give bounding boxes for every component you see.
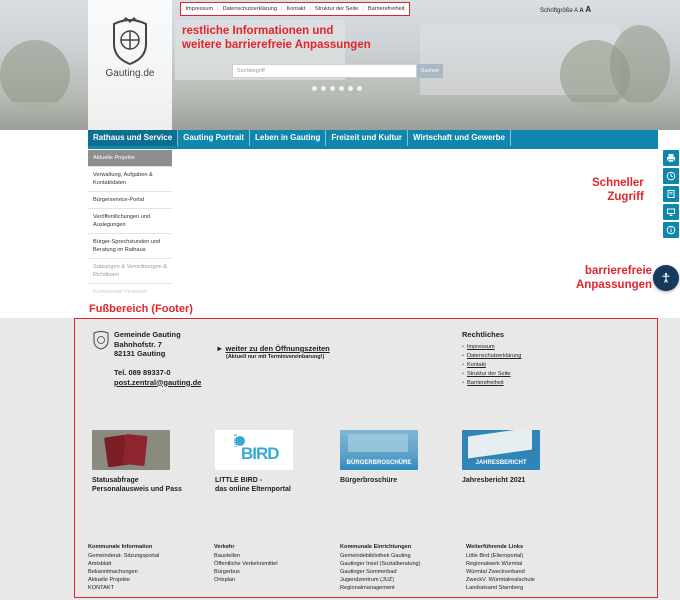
annotation-quick-access: Schneller Zugriff bbox=[592, 177, 644, 203]
accessibility-button[interactable] bbox=[653, 265, 679, 291]
footer-link[interactable]: KONTAKT bbox=[88, 585, 115, 591]
nav-item-portrait[interactable]: Gauting Portrait bbox=[178, 130, 250, 146]
slider-dots[interactable] bbox=[312, 86, 362, 91]
top-link-struktur[interactable]: Struktur der Seite bbox=[314, 6, 359, 12]
footer-link[interactable]: Amtsblatt bbox=[88, 561, 112, 567]
accessibility-icon bbox=[660, 272, 672, 284]
subnav-item-verwaltung[interactable]: Verwaltung, Aufgaben & Kontaktdaten bbox=[88, 167, 172, 192]
font-size-label: Schriftgröße bbox=[540, 8, 573, 14]
sub-nav bbox=[88, 150, 172, 300]
report-image: JAHRESBERICHT bbox=[462, 430, 540, 470]
top-link-kontakt[interactable]: Kontakt bbox=[286, 6, 306, 12]
main-nav bbox=[0, 130, 680, 146]
top-link-impressum[interactable]: Impressum bbox=[185, 6, 214, 12]
footer-link[interactable]: Bekanntmachungen bbox=[88, 569, 138, 575]
annotation-accessibility: barrierefreie Anpassungen bbox=[576, 265, 653, 291]
footer-link[interactable]: Würmtal Zweckverband bbox=[466, 569, 525, 575]
legal-link-struktur[interactable]: • Struktur der Seite bbox=[462, 370, 521, 379]
footer-link[interactable]: Gautinger Sommerbad bbox=[340, 569, 397, 575]
footer-link[interactable]: Ortsplan bbox=[214, 577, 236, 583]
nav-item-freizeit[interactable]: Freizeit und Kultur bbox=[326, 130, 408, 146]
footer-address: Gemeinde Gauting Bahnhofstr. 7 82131 Gauting bbox=[114, 330, 181, 358]
top-links-bar: Impressum | Datenschutzerklärung | Kontakt | Struktur der Seite | Barrierefreiheit bbox=[180, 2, 410, 16]
footer-link[interactable]: Baustellen bbox=[214, 553, 241, 559]
top-link-datenschutz[interactable]: Datenschutzerklärung bbox=[222, 6, 277, 12]
footer-crest-icon bbox=[92, 330, 110, 350]
brochure-image: BÜRGERBROSCHÜRE bbox=[340, 430, 418, 470]
footer-phone[interactable]: Tel. 089 89337-0 bbox=[114, 368, 171, 377]
footer-link[interactable]: Gautinger Insel (Sozialberatung) bbox=[340, 561, 421, 567]
footer-link[interactable]: Gemeindebibliothek Gauting bbox=[340, 553, 411, 559]
footer-contact bbox=[114, 368, 201, 387]
font-size-large[interactable]: A bbox=[585, 5, 592, 14]
footer-opening-hours bbox=[216, 344, 330, 362]
top-link-barrierefreiheit[interactable]: Barrierefreiheit bbox=[367, 6, 405, 12]
subnav-item-projekte[interactable]: Aktuelle Projekte bbox=[88, 150, 172, 167]
footer-link[interactable]: Landratsamt Starnberg bbox=[466, 585, 524, 591]
teaser-jahresbericht[interactable]: JAHRESBERICHT Jahresbericht 2021 bbox=[462, 430, 572, 485]
subnav-item-veroeffentlichungen[interactable]: Veröffentlichungen und Auslegungen bbox=[88, 209, 172, 234]
subnav-item-buergerservice[interactable]: Bürgerservice-Portal bbox=[88, 192, 172, 209]
passport-image bbox=[92, 430, 170, 470]
search-button[interactable]: Suchen bbox=[417, 64, 443, 78]
monitor-icon[interactable] bbox=[663, 204, 679, 220]
logo-panel[interactable] bbox=[88, 0, 172, 130]
legal-link-datenschutz[interactable]: • Datenschutzerklärung bbox=[462, 352, 521, 361]
nav-item-leben[interactable]: Leben in Gauting bbox=[250, 130, 326, 146]
footer-email[interactable]: post.zentral@gauting.de bbox=[114, 377, 202, 387]
nav-underline bbox=[88, 146, 658, 149]
info-icon[interactable] bbox=[663, 222, 679, 238]
footer-link[interactable]: Regionalmanagement bbox=[340, 585, 395, 591]
clock-icon[interactable] bbox=[663, 168, 679, 184]
subnav-item-finanzen[interactable]: Kommunale Finanzen bbox=[93, 289, 148, 295]
search-input[interactable]: Suchbegriff bbox=[232, 64, 417, 78]
footer-link[interactable]: Little Bird (Elternportal) bbox=[466, 553, 524, 559]
teaser-ausweis[interactable]: Statusabfrage Personalausweis und Pass bbox=[92, 430, 202, 494]
footer-col-kommunale-information: Kommunale Information Gemeinderat- Sitzungsportal Amtsblatt Bekanntmachungen Aktuelle Projekte KONTAKT bbox=[88, 544, 160, 591]
legal-link-kontakt[interactable]: • Kontakt bbox=[462, 361, 521, 370]
teaser-broschuere[interactable]: BÜRGERBROSCHÜRE Bürgerbroschüre bbox=[340, 430, 450, 485]
footer-link[interactable]: Gemeinderat- Sitzungsportal bbox=[88, 553, 160, 559]
arrow-right-icon: ► bbox=[216, 344, 224, 353]
book-icon[interactable] bbox=[663, 186, 679, 202]
annotation-footer: Fußbereich (Footer) bbox=[89, 303, 193, 315]
teaser-little-bird[interactable]: LITTLE BIRD LITTLE BIRD - das online Elternportal bbox=[215, 430, 325, 494]
nav-item-rathaus[interactable]: Rathaus und Service bbox=[88, 130, 178, 146]
legal-title: Rechtliches bbox=[462, 330, 505, 339]
subnav-item-sprechstunden[interactable]: Bürger-Sprechstunden und Beratung im Rathaus bbox=[88, 234, 172, 259]
opening-hours-note: (Aktuell nur mit Terminvereinbarung!) bbox=[226, 354, 325, 360]
footer-link[interactable]: Öffentliche Verkehrsmittel bbox=[214, 561, 278, 567]
footer-link[interactable]: Regionalwerk Würmtal bbox=[466, 561, 523, 567]
footer-link[interactable]: Aktuelle Projekte bbox=[88, 577, 130, 583]
footer-link[interactable]: Bürgerbus bbox=[214, 569, 240, 575]
crest-logo-icon bbox=[108, 16, 152, 66]
font-size-small[interactable]: A bbox=[574, 8, 578, 14]
annotation-top-info: restliche Informationen und weitere barrierefreie Anpassungen bbox=[182, 25, 371, 51]
quick-access-bar bbox=[663, 150, 679, 240]
footer-col-verkehr: Verkehr Baustellen Öffentliche Verkehrsmittel Bürgerbus Ortsplan bbox=[214, 544, 278, 583]
subnav-item-satzungen[interactable]: Satzungen & Verordnungen & Richtlinien bbox=[88, 259, 172, 284]
footer-col-links: Weiterführende Links Little Bird (Elternportal) Regionalwerk Würmtal Würmtal Zweckverband ZweckV. Würmtalrealschule Landratsamt Starnberg bbox=[466, 544, 535, 591]
font-size-switcher bbox=[540, 5, 591, 14]
little-bird-image: LITTLE BIRD bbox=[215, 430, 293, 470]
footer-link[interactable]: Jugendzentrum (JUZ) bbox=[340, 577, 395, 583]
font-size-medium[interactable]: A bbox=[579, 8, 584, 14]
site-name: Gauting.de bbox=[105, 68, 155, 79]
footer-link[interactable]: ZweckV. Würmtalrealschule bbox=[466, 577, 535, 583]
legal-link-barrierefreiheit[interactable]: • Barrierefreiheit bbox=[462, 379, 521, 388]
print-icon[interactable] bbox=[663, 150, 679, 166]
legal-link-impressum[interactable]: • Impressum bbox=[462, 343, 521, 352]
footer-legal bbox=[462, 330, 521, 388]
opening-hours-link[interactable]: weiter zu den Öffnungszeiten bbox=[225, 344, 330, 353]
nav-item-wirtschaft[interactable]: Wirtschaft und Gewerbe bbox=[408, 130, 511, 146]
footer-col-einrichtungen: Kommunale Einrichtungen Gemeindebibliothek Gauting Gautinger Insel (Sozialberatung) Gautinger Sommerbad Jugendzentrum (JUZ) Regionalmanagement bbox=[340, 544, 421, 591]
